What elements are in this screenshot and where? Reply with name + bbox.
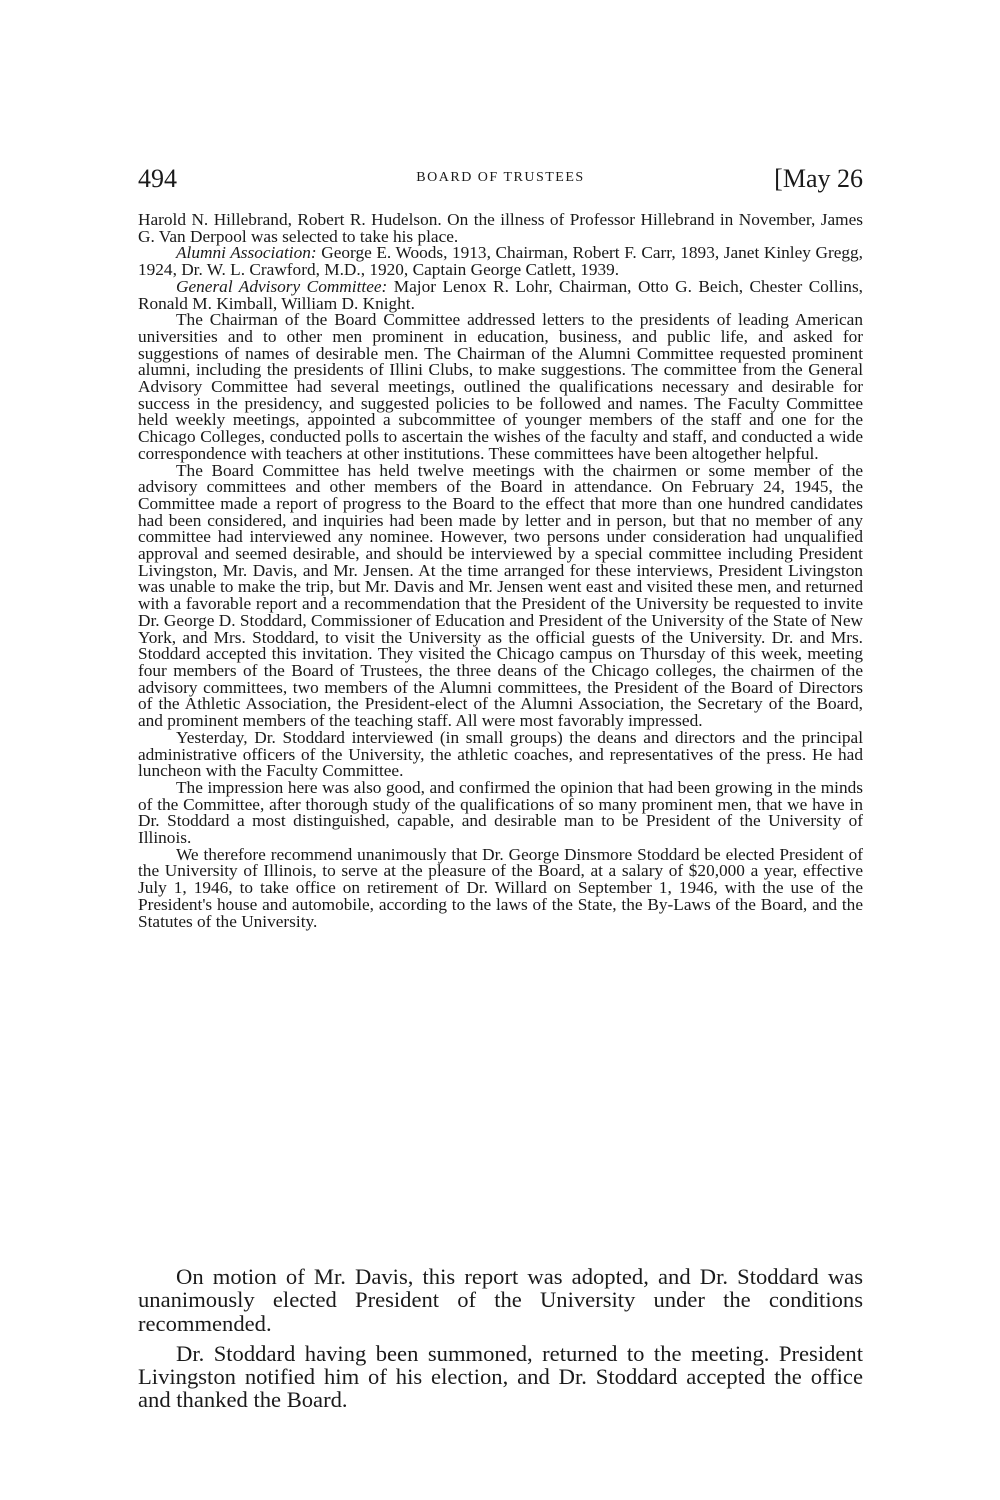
paragraph-office-accepted: Dr. Stoddard having been summoned, returned to the meeting. President Livingston notified him of his election, and Dr. Stoddard accepted the office and thanked the Board. — [138, 1340, 863, 1413]
header-date: [May 26 — [774, 164, 863, 193]
paragraph-committee-letters: The Chairman of the Board Committee addressed letters to the presidents of leading American universities and to other men prominent in education, business, and public life, and asked for suggestions of names of desirable men. The Chairman of the Alumni Committee requested prominent alumni, including the presidents of Illini Clubs, to make suggestions. The committee from the General Advisory Committee had several meetings, outlined the qualifications necessary and desirable for success in the presidency, and suggested policies to be followed and names. The Faculty Committee held weekly meetings, appointed a subcommittee of younger members of the staff and one for the Chicago Colleges, conducted polls to ascertain the wishes of the faculty and staff, and conducted a wide correspondence with teachers at other institutions. These committees have been altogether helpful. — [138, 310, 863, 463]
page-header — [138, 164, 863, 194]
paragraph-yesterday-interviews: Yesterday, Dr. Stoddard interviewed (in small groups) the deans and directors and the principal administrative officers of the University, the athletic coaches, and representatives of the press. He had luncheon with the Faculty Committee. — [138, 727, 863, 781]
paragraph-faculty-committee-continued: Harold N. Hillebrand, Robert R. Hudelson. On the illness of Professor Hillebrand in November, James G. Van Derpool was selected to take his place. — [138, 210, 863, 246]
general-advisory-committee-label: General Advisory Committee: — [176, 276, 388, 296]
report-body — [138, 212, 863, 930]
alumni-association-label: Alumni Association: — [176, 243, 317, 263]
paragraph-recommendation: We therefore recommend unanimously that Dr. George Dinsmore Stoddard be elected President of the University of Illinois, to serve at the pleasure of the Board, at a salary of $20,000 a year, effective July 1, 1946, to take office on retirement of Dr. Willard on September 1, 1946, with the use of the President's house and automobile, according to the laws of the State, the By-Laws of the Board, and the Statutes of the University. — [138, 844, 863, 931]
running-title: BOARD OF TRUSTEES — [416, 170, 585, 185]
paragraph-board-committee-meetings: The Board Committee has held twelve meetings with the chairmen or some member of the advisory committees and other members of the Board in attendance. On February 24, 1945, the Committee made a report of progress to the Board to the effect that more than one hundred candidates had been considered, and inquiries had been made by letter and in person, but that no member of any committee had interviewed any nominee. However, two persons under consideration had unqualified approval and seemed desirable, and should be interviewed by a special committee including President Livingston, Mr. Davis, and Mr. Jensen. At the time arranged for these interviews, President Livingston was unable to make the trip, but Mr. Davis and Mr. Jensen went east and visited these men, and returned with a favorable report and a recommendation that the President of the University be requested to invite Dr. George D. Stoddard, Commissioner of Education and President of the University of the State of New York, and Mrs. Stoddard, to visit the University as the official guests of the University. Dr. and Mrs. Stoddard accepted this invitation. They visited the Chicago campus on Thursday of this week, meeting four members of the Board of Trustees, the three deans of the Chicago colleges, the chairmen of the advisory committees, two members of the Alumni committees, the President of the Board of Directors of the Athletic Association, the President-elect of the Alumni Association, the Secretary of the Board, and prominent members of the teaching staff. All were most favorably impressed. — [138, 460, 863, 731]
paragraph-motion-adopted: On motion of Mr. Davis, this report was adopted, and Dr. Stoddard was unanimously elected President of the University under the conditions recommended. — [138, 1264, 863, 1336]
paragraph-alumni-association: Alumni Association: George E. Woods, 1913, Chairman, Robert F. Carr, 1893, Janet Kinley Gregg, 1924, Dr. W. L. Crawford, M.D., 1920, Captain George Catlett, 1939. — [138, 243, 863, 280]
paragraph-impression: The impression here was also good, and confirmed the opinion that had been growing in the minds of the Committee, after thorough study of the qualifications of so many prominent men, that we have in Dr. Stoddard a most distinguished, capable, and desirable man to be President of the University of Illinois. — [138, 777, 863, 848]
paragraph-general-advisory-committee: General Advisory Committee: Major Lenox R. Lohr, Chairman, Otto G. Beich, Chester Collins, Ronald M. Kimball, William D. Knight. — [138, 276, 863, 313]
closing-minutes — [138, 1265, 863, 1412]
page-number: 494 — [138, 164, 177, 193]
